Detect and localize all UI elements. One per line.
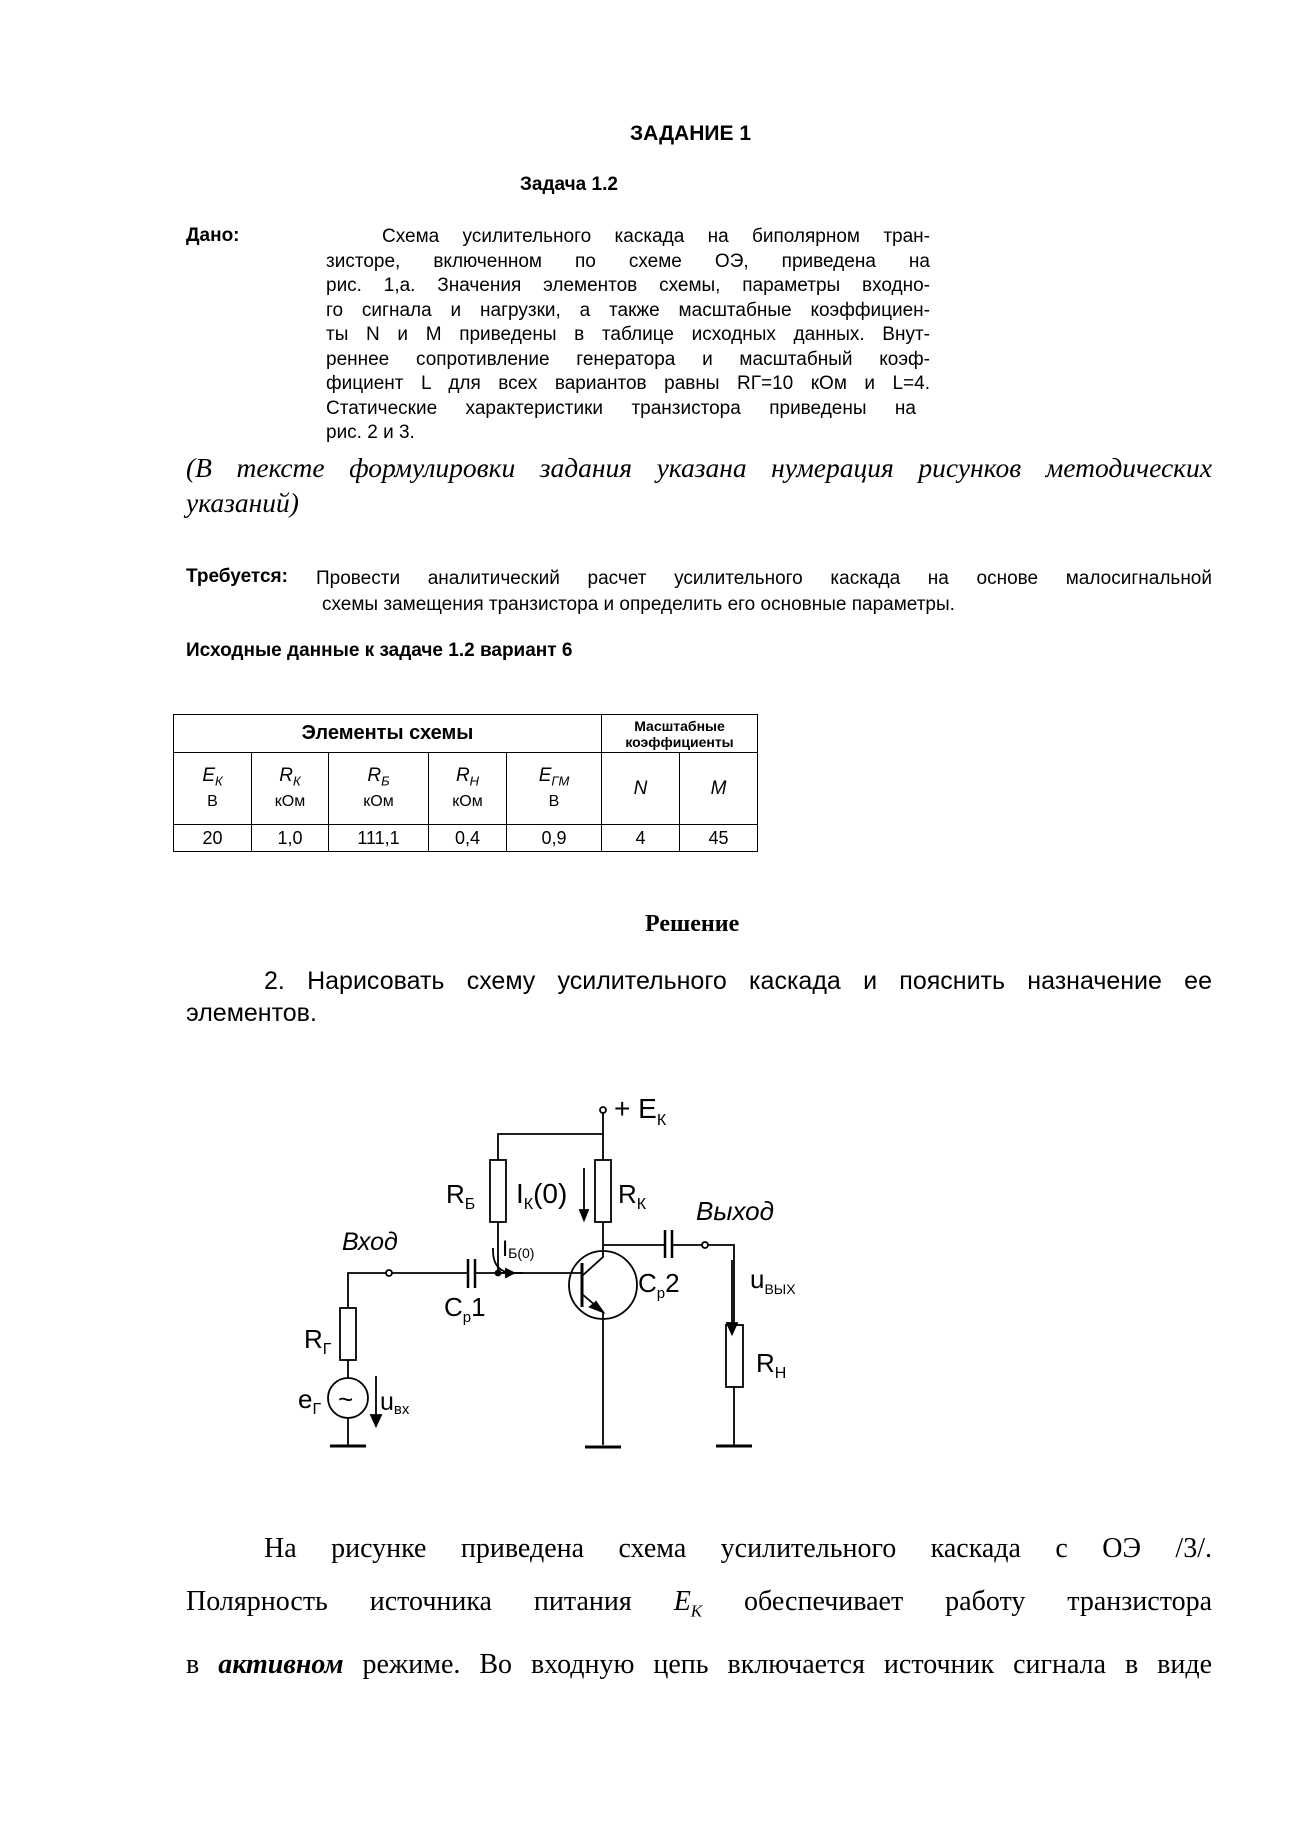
value-n: 4: [602, 825, 680, 852]
step-text: [186, 965, 1212, 1029]
label-output: Выход: [696, 1196, 775, 1226]
label-cp1: $С_р1$: [444, 1292, 486, 1326]
transistor-body: [569, 1251, 637, 1319]
wire-out-rn: [708, 1245, 734, 1325]
body-line: Полярность источника питания $E_К$ обеспечивает работу транзистора: [186, 1586, 1213, 1621]
col-header-rb: $R_Б$ кОм: [329, 753, 429, 825]
wire-input-rg: [348, 1273, 386, 1308]
label-input: Вход: [342, 1228, 398, 1256]
given-line: зисторе, включенном по схеме ОЭ, приведена на: [326, 250, 930, 272]
capacitor-cp2: [665, 1230, 672, 1258]
ek-symbol: $E_К$: [673, 1586, 703, 1621]
label-eg: $e_Г$: [298, 1384, 322, 1418]
resistor-rg: [340, 1308, 356, 1360]
label-ik: $I_К(0)$: [516, 1178, 568, 1213]
label-rb: $R_Б$: [446, 1179, 476, 1213]
value-m: 45: [680, 825, 758, 852]
data-heading: Исходные данные к задаче 1.2 вариант 6: [186, 640, 573, 661]
required-text: [316, 566, 1212, 618]
col-header-rn: $R_Н$ кОм: [429, 753, 507, 825]
required-line: схемы замещения транзистора и определить его основные параметры.: [322, 594, 955, 615]
given-label: Дано:: [186, 225, 240, 246]
output-terminal: [702, 1242, 708, 1248]
input-terminal: [386, 1270, 392, 1276]
params-table: [173, 714, 758, 852]
note-text: [186, 450, 1212, 520]
body-line: На рисунке приведена схема усилительного каскада с ОЭ /3/.: [264, 1533, 1212, 1564]
col-header-egm: $E_{ГМ}$ В: [507, 753, 602, 825]
given-line: рис. 1,а. Значения элементов схемы, параметры входно-: [326, 275, 930, 296]
col-header-rk: $R_К$ кОм: [252, 753, 329, 825]
given-line: рис. 2 и 3.: [326, 422, 415, 443]
label-supply: + $E_К$: [614, 1093, 667, 1129]
group-header-scale: Масштабные коэффициенты: [602, 715, 758, 753]
given-line: Статические характеристики транзистора приведены на: [326, 397, 916, 419]
label-ib: IБ(0): [502, 1236, 535, 1261]
resistor-rb: [490, 1160, 506, 1222]
label-uin: uвх: [380, 1388, 410, 1418]
required-line: Провести аналитический расчет усилительного каскада на основе малосигнальной: [316, 568, 1212, 589]
col-header-m: M: [680, 753, 758, 825]
given-line: Схема усилительного каскада на биполярном тран-: [382, 226, 930, 247]
ik-arrowhead: [580, 1210, 588, 1220]
task-title: ЗАДАНИЕ 1: [630, 122, 752, 145]
label-rk: $R_К$: [618, 1179, 647, 1213]
value-ek: 20: [174, 825, 252, 852]
step-line: элементов.: [186, 999, 317, 1027]
required-label: Требуется:: [186, 566, 288, 587]
group-header-elements: Элементы схемы: [174, 715, 602, 753]
given-line: фициент L для всех вариантов равны RГ=10 кОм и L=4.: [326, 373, 930, 394]
supply-terminal: [600, 1107, 606, 1113]
body-paragraph: [186, 1522, 1212, 1691]
value-rn: 0,4: [429, 825, 507, 852]
note-line: (В тексте формулировки задания указана нумерация рисунков методических: [186, 452, 1212, 483]
subtask-title: Задача 1.2: [520, 174, 618, 195]
given-line: ты N и M приведены в таблице исходных данных. Внут-: [326, 324, 930, 345]
ib-arrowhead: [506, 1269, 514, 1277]
body-line: в активном режиме. Во входную цепь включается источник сигнала в виде: [186, 1648, 1213, 1680]
junction-base: [496, 1271, 501, 1276]
label-uout: $u_{ВЫХ}$: [750, 1264, 796, 1297]
given-line: го сигнала и нагрузки, а также масштабные коэффициен-: [326, 299, 930, 321]
resistor-rn: [726, 1325, 743, 1387]
capacitor-cp1: [468, 1259, 475, 1288]
given-line: реннее сопротивление генератора и масштабный коэф-: [326, 348, 930, 370]
resistor-rk: [595, 1160, 611, 1222]
value-rb: 111,1: [329, 825, 429, 852]
value-egm: 0,9: [507, 825, 602, 852]
circuit-diagram: [298, 1080, 880, 1500]
step-line: 2. Нарисовать схему усилительного каскада и пояснить назначение ее: [264, 967, 1212, 995]
col-header-ek: $E_К$ В: [174, 753, 252, 825]
solution-title: Решение: [645, 911, 740, 937]
uin-arrowhead: [371, 1415, 381, 1426]
label-cp2: $С_р2$: [638, 1268, 680, 1302]
active-mode-term: активном: [218, 1648, 344, 1680]
label-rn: $R_Н$: [756, 1348, 787, 1382]
label-rg: $R_Г$: [304, 1324, 332, 1358]
wire-supply: [498, 1112, 603, 1160]
uout-arrowhead: [727, 1323, 737, 1334]
transistor-collector: [582, 1245, 603, 1276]
note-line: указаний): [186, 487, 299, 518]
label-tilde: ~: [338, 1384, 354, 1414]
col-header-n: N: [602, 753, 680, 825]
given-text: [326, 225, 930, 446]
value-rk: 1,0: [252, 825, 329, 852]
